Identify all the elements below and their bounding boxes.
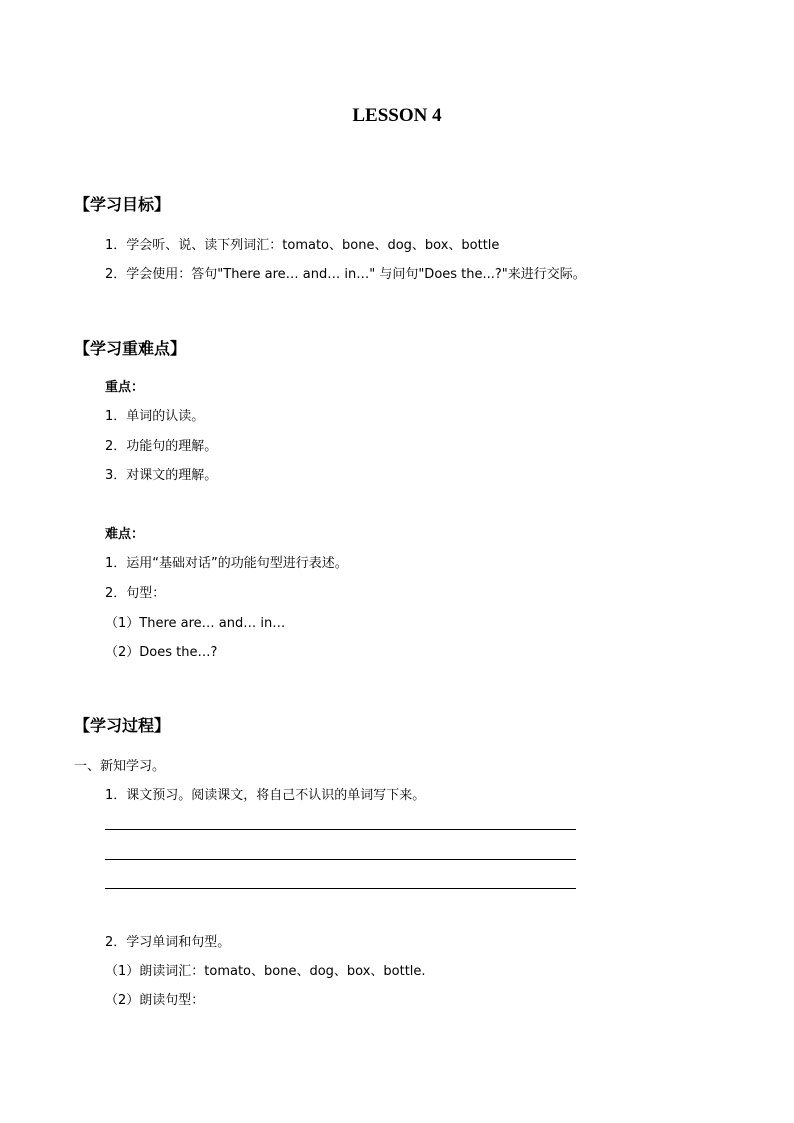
process-heading: 【学习过程】 [74, 716, 171, 735]
goal-item-2: 2．学会使用：答句"There are… and… in…" 与问句"Does the...?"来进行交际。 [105, 267, 586, 282]
focus-item-1: 1．单词的认读。 [105, 409, 205, 424]
difficulty-label: 难点： [105, 527, 145, 542]
focus-label: 重点： [105, 380, 145, 395]
answer-line-3[interactable] [105, 888, 576, 889]
difficulty-item-2: 2．句型： [105, 586, 166, 601]
step1-text: 1．课文预习。阅读课文，将自己不认识的单词写下来。 [105, 788, 426, 803]
step2-item-2: （2）朗读句型： [105, 993, 205, 1008]
step2-text: 2．学习单词和句型。 [105, 935, 231, 950]
difficulty-item-3: （1）There are… and… in… [105, 616, 286, 631]
focus-item-2: 2．功能句的理解。 [105, 439, 218, 454]
answer-line-2[interactable] [105, 859, 576, 860]
focus-item-3: 3．对课文的理解。 [105, 468, 218, 483]
answer-line-1[interactable] [105, 829, 576, 830]
difficulty-item-4: （2）Does the…? [105, 645, 218, 660]
goals-heading: 【学习目标】 [74, 195, 171, 214]
page-title: LESSON 4 [352, 105, 442, 126]
goal-item-1: 1．学会听、说、读下列词汇：tomato、bone、dog、box、bottle [105, 238, 500, 253]
difficulty-item-1: 1．运用“基础对话”的功能句型进行表述。 [105, 556, 348, 571]
keypoints-heading: 【学习重难点】 [74, 339, 187, 358]
step2-item-1: （1）朗读词汇：tomato、bone、dog、box、bottle. [105, 964, 426, 979]
part1-heading: 一、新知学习。 [74, 759, 166, 774]
